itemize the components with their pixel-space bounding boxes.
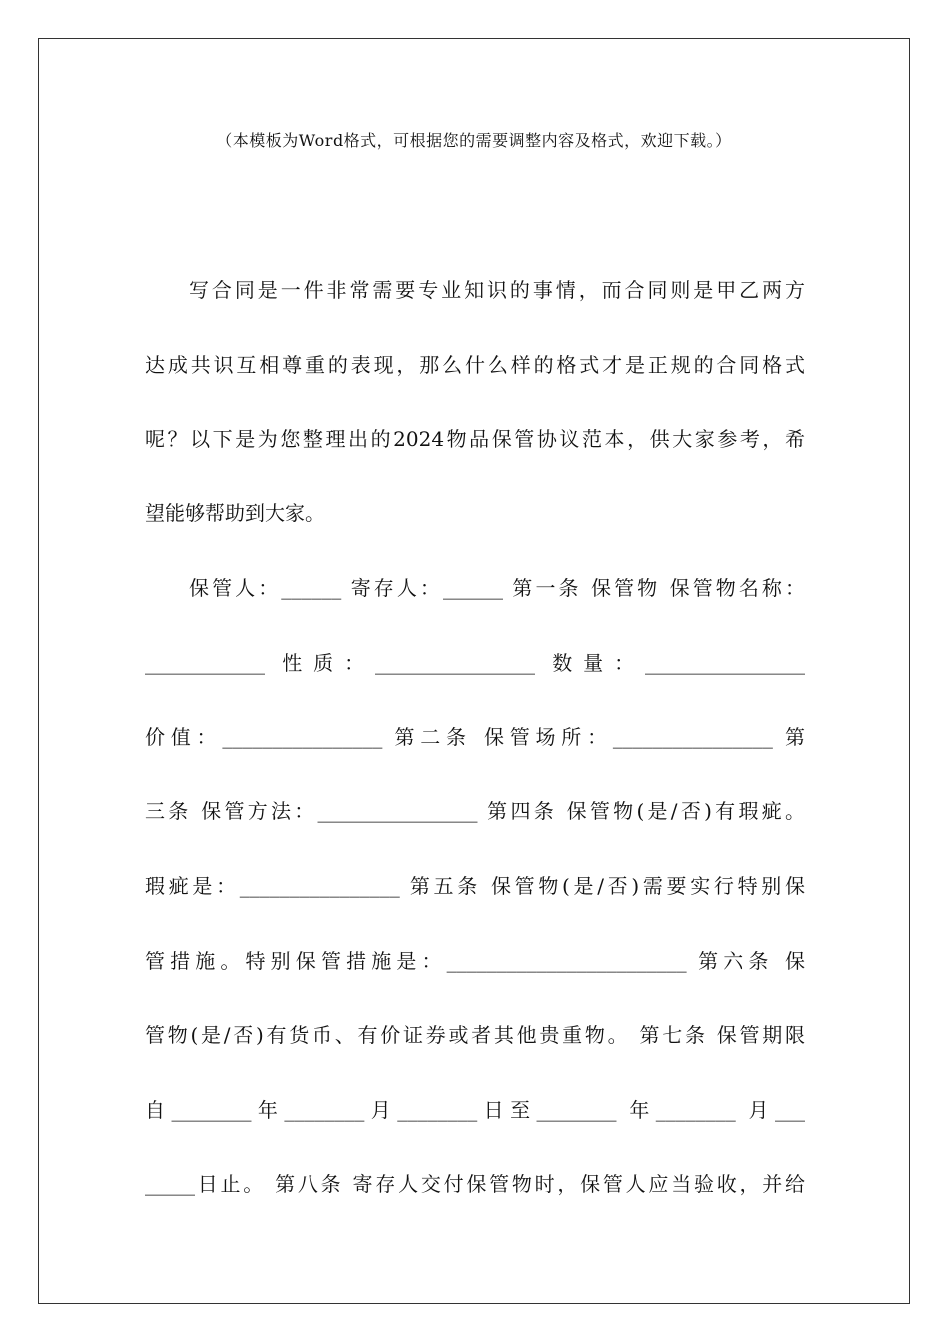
body-line-3: 价值：________________ 第二条 保管场所：________________ 第 <box>145 725 805 749</box>
intro-line-2: 达成共识互相尊重的表现，那么什么样的格式才是正规的合同格式 <box>145 353 805 377</box>
body-line-6: 管措施。特别保管措施是：________________________ 第六条 保 <box>145 949 805 973</box>
intro-line-1: 写合同是一件非常需要专业知识的事情，而合同则是甲乙两方 <box>189 278 805 302</box>
body-line-5: 瑕疵是：________________ 第五条 保管物(是/否)需要实行特别保 <box>145 874 805 898</box>
body-line-2: ____________ 性质：________________ 数量：________________ <box>145 651 805 675</box>
body-line-1: 保管人：______ 寄存人：______ 第一条 保管物 保管物名称： <box>189 576 805 600</box>
body-line-8: 自________年________月________日至________ 年________ 月___ <box>145 1098 805 1122</box>
intro-line-3: 呢？以下是为您整理出的2024物品保管协议范本，供大家参考，希 <box>145 427 805 451</box>
body-line-7: 管物(是/否)有货币、有价证券或者其他贵重物。 第七条 保管期限 <box>145 1023 805 1047</box>
intro-line-4: 望能够帮助到大家。 <box>145 501 325 525</box>
body-line-4: 三条 保管方法：________________ 第四条 保管物(是/否)有瑕疵。 <box>145 799 805 823</box>
template-note: （本模板为Word格式，可根据您的需要调整内容及格式，欢迎下载。） <box>216 131 732 150</box>
body-line-9: _____日止。 第八条 寄存人交付保管物时，保管人应当验收，并给 <box>145 1172 805 1196</box>
